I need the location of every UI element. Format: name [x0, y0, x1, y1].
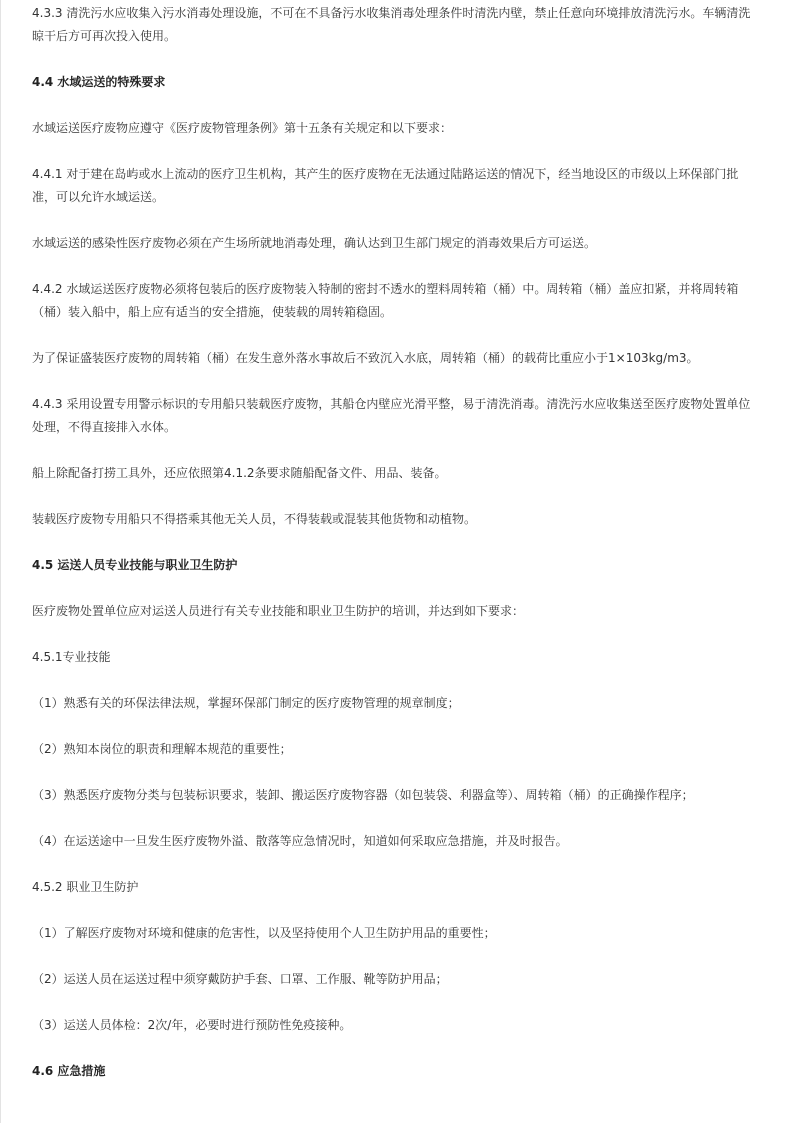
para-4-4-3-b: 船上除配备打捞工具外，还应依照第4.1.2条要求随船配备文件、用品、装备。 [32, 466, 447, 480]
para-4-5-1-3: （3）熟悉医疗废物分类与包装标识要求，装卸、搬运医疗废物容器（如包装袋、利器盒等）、周转箱（桶）的正确操作程序； [32, 788, 694, 802]
heading-4-5: 4.5 运送人员专业技能与职业卫生防护 [32, 558, 238, 572]
para-4-5-2-3: （3）运送人员体检：2次/年，必要时进行预防性免疫接种。 [32, 1018, 352, 1032]
heading-4-6: 4.6 应急措施 [32, 1064, 106, 1078]
heading-4-4: 4.4 水域运送的特殊要求 [32, 75, 166, 89]
para-4-5-2: 4.5.2 职业卫生防护 [32, 880, 139, 894]
para-4-5-1: 4.5.1专业技能 [32, 650, 111, 664]
para-4-5-2-1: （1）了解医疗废物对环境和健康的危害性，以及坚持使用个人卫生防护用品的重要性； [32, 926, 496, 940]
para-4-5-intro: 医疗废物处置单位应对运送人员进行有关专业技能和职业卫生防护的培训，并达到如下要求： [32, 604, 525, 618]
para-4-4-intro: 水域运送医疗废物应遵守《医疗废物管理条例》第十五条有关规定和以下要求： [32, 121, 453, 135]
para-4-5-1-4: （4）在运送途中一旦发生医疗废物外溢、散落等应急情况时，知道如何采取应急措施，并及时报告。 [32, 834, 568, 848]
para-4-4-1-b: 水域运送的感染性医疗废物必须在产生场所就地消毒处理，确认达到卫生部门规定的消毒效果后方可运送。 [32, 236, 597, 250]
para-4-3-3: 4.3.3 清洗污水应收集入污水消毒处理设施，不可在不具备污水收集消毒处理条件时清洗内壁，禁止任意向环境排放清洗污水。车辆清洗晾干后方可再次投入使用。 [32, 6, 751, 43]
para-4-4-2: 4.4.2 水域运送医疗废物必须将包装后的医疗废物装入特制的密封不透水的塑料周转箱（桶）中。周转箱（桶）盖应扣紧，并将周转箱（桶）装入船中，船上应有适当的安全措施，使装载的周转箱稳固。 [32, 282, 739, 319]
para-4-5-2-2: （2）运送人员在运送过程中须穿戴防护手套、口罩、工作服、靴等防护用品； [32, 972, 448, 986]
para-4-5-1-2: （2）熟知本岗位的职责和理解本规范的重要性； [32, 742, 292, 756]
para-4-4-3-c: 装载医疗废物专用船只不得搭乘其他无关人员，不得装载或混装其他货物和动植物。 [32, 512, 477, 526]
para-4-5-1-1: （1）熟悉有关的环保法律法规，掌握环保部门制定的医疗废物管理的规章制度； [32, 696, 460, 710]
para-4-4-2-b: 为了保证盛装医疗废物的周转箱（桶）在发生意外落水事故后不致沉入水底，周转箱（桶）的载荷比重应小于1×103kg/m3。 [32, 351, 699, 365]
para-4-4-1: 4.4.1 对于建在岛屿或水上流动的医疗卫生机构，其产生的医疗废物在无法通过陆路运送的情况下，经当地设区的市级以上环保部门批准，可以允许水域运送。 [32, 167, 739, 204]
para-4-4-3: 4.4.3 采用设置专用警示标识的专用船只装载医疗废物，其船仓内壁应光滑平整，易于清洗消毒。清洗污水应收集送至医疗废物处置单位处理，不得直接排入水体。 [32, 397, 751, 434]
document-content [32, 2, 760, 1083]
